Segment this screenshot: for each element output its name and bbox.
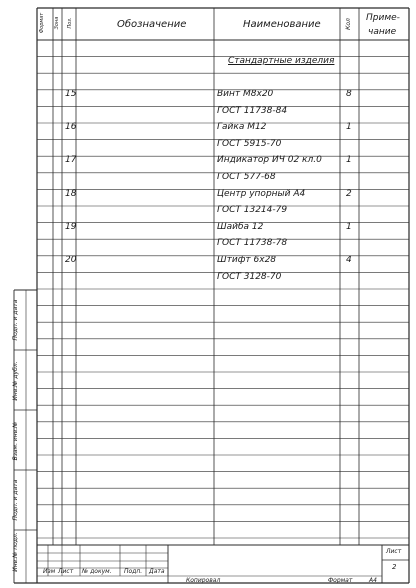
- header-designation: Обозначение: [117, 19, 187, 30]
- side-label-vzam-inv: Взам. инв.№: [12, 421, 19, 461]
- side-label-podp-data-1: Подп. и дата: [12, 299, 19, 341]
- tb-sheet-number: 2: [392, 563, 397, 571]
- header-pos: Поз.: [67, 17, 73, 29]
- row-qty: 2: [346, 188, 352, 199]
- row-qty: 1: [346, 221, 352, 232]
- tb-podp: Подп.: [124, 568, 143, 575]
- row-name: Гайка М12: [217, 122, 267, 133]
- section-title: Стандартные изделия: [228, 56, 335, 66]
- row-name: ГОСТ 3128-70: [217, 271, 282, 282]
- row-pos: 15: [65, 89, 77, 99]
- header-qty: Кол: [345, 18, 352, 30]
- row-name: Индикатор ИЧ 02 кл.0: [217, 155, 322, 166]
- row-pos: 18: [65, 188, 77, 199]
- row-name: ГОСТ 577-68: [217, 172, 276, 182]
- row-name: ГОСТ 11738-84: [217, 105, 288, 116]
- header-note-line1: Приме-: [366, 13, 400, 23]
- row-name: Штифт 6х28: [217, 255, 277, 265]
- header-format: Формат: [39, 12, 45, 34]
- row-name: Шайба 12: [217, 221, 264, 232]
- footer-copied: Копировал: [186, 577, 221, 584]
- row-name: Центр упорный А4: [217, 188, 306, 199]
- row-qty: 4: [346, 255, 352, 265]
- tb-n-dokum: № докум.: [82, 568, 112, 575]
- tb-list: Лист: [58, 568, 74, 575]
- row-qty: 1: [346, 122, 352, 133]
- tb-sheet-label: Лист: [386, 548, 402, 555]
- row-name: ГОСТ 13214-79: [217, 205, 288, 216]
- header-name: Наименование: [243, 19, 321, 30]
- header-note-line2: чание: [368, 27, 397, 37]
- row-name: ГОСТ 5915-70: [217, 138, 282, 149]
- row-pos: 19: [65, 221, 77, 232]
- row-pos: 17: [65, 155, 77, 166]
- side-label-inv-podl: Инв.№ подл.: [12, 532, 19, 572]
- tb-izm: Изм: [43, 568, 56, 575]
- side-label-inv-dubl: Инв.№ дубл.: [12, 361, 19, 401]
- side-label-podp-data-2: Подп. и дата: [12, 479, 19, 521]
- footer-format-label: Формат: [328, 577, 353, 584]
- tb-data: Дата: [149, 568, 165, 575]
- row-qty: 8: [346, 89, 352, 99]
- header-zone: Зона: [54, 16, 60, 30]
- footer-format-value: А4: [369, 577, 377, 584]
- row-qty: 1: [346, 155, 352, 166]
- row-name: ГОСТ 11738-78: [217, 238, 288, 249]
- row-pos: 20: [65, 255, 77, 265]
- row-name: Винт М8х20: [217, 89, 274, 99]
- row-pos: 16: [65, 122, 77, 133]
